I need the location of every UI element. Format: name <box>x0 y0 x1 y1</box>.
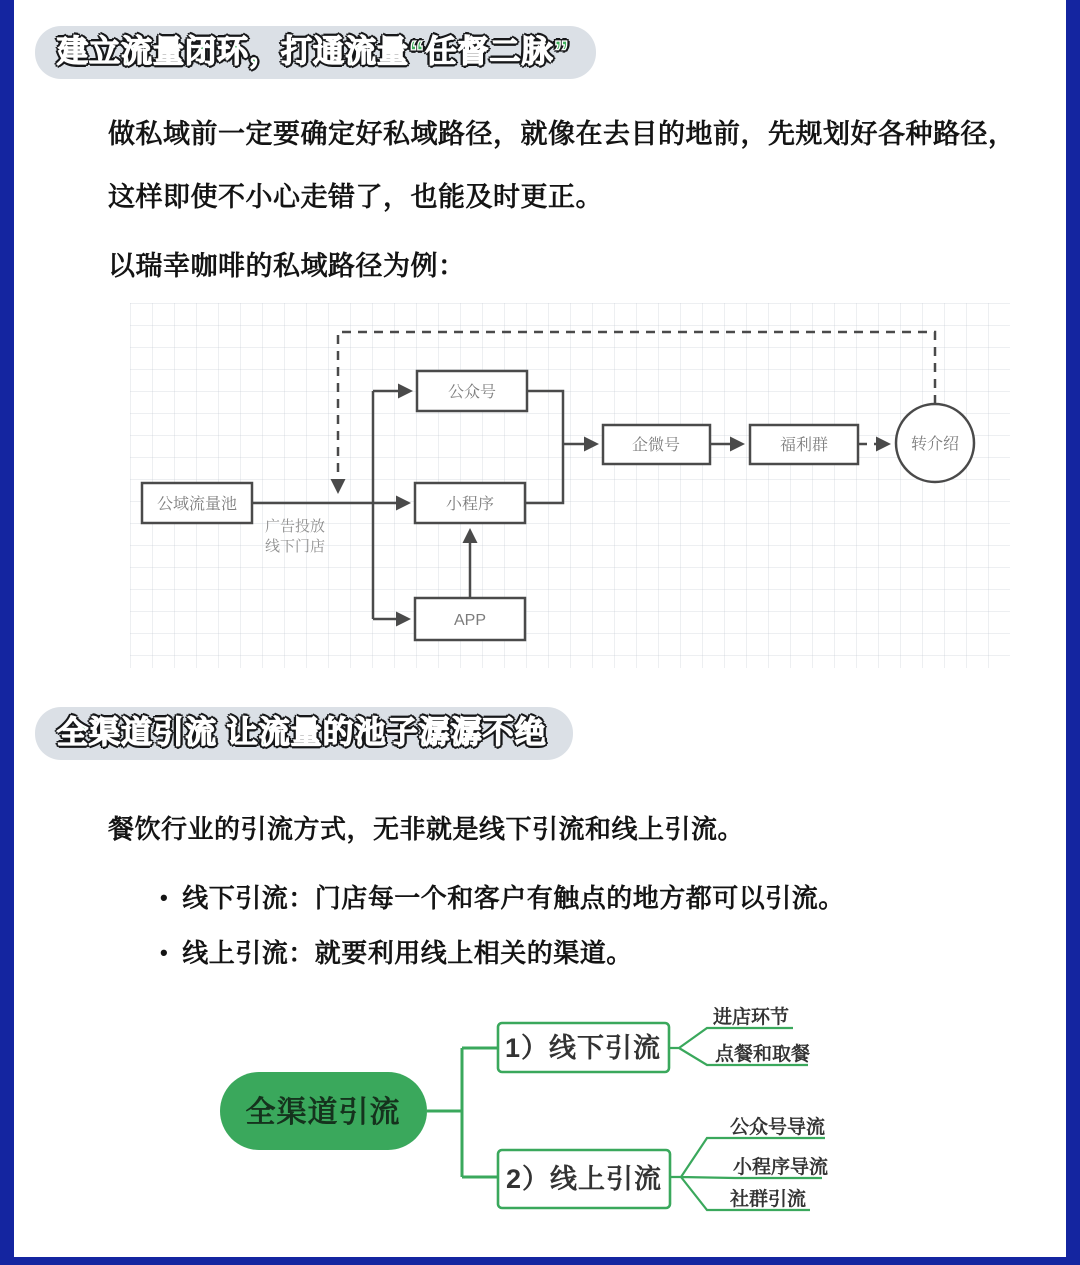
mindmap-branch1-label: 1）线下引流 <box>504 1033 662 1063</box>
private-domain-flowchart <box>130 303 1010 668</box>
mindmap-leaf-community: 社群引流 <box>730 1189 807 1210</box>
section2-heading: 全渠道引流 让流量的池子潺潺不绝 <box>57 715 547 750</box>
node-public-pool-label: 公域流量池 <box>156 496 238 513</box>
section2-paragraph: 餐饮行业的引流方式，无非就是线下引流和线上引流。 <box>108 814 745 844</box>
node-mini-program-label: 小程序 <box>445 496 495 513</box>
bullet-dot: • <box>160 885 169 910</box>
page-frame-left <box>0 0 14 1265</box>
node-app-label: APP <box>453 612 487 629</box>
section1-heading: 建立流量闭环，打通流量“任督二脉” <box>57 34 570 69</box>
omnichannel-mindmap <box>195 990 855 1225</box>
section1-paragraph: 做私域前一定要确定好私域路径，就像在去目的地前，先规划好各种路径，这样即使不小心走错了，也能及时更正。 <box>108 119 1016 212</box>
flowchart-canvas <box>130 303 1010 668</box>
page-frame-bottom <box>0 1257 1080 1265</box>
node-welfare-group-label: 福利群 <box>779 437 829 454</box>
flowchart-merge-lines <box>525 391 563 503</box>
edge-label-line2: 线下门店 <box>265 538 326 555</box>
section2-heading-pill <box>35 707 573 760</box>
mindmap-branch2-label: 2）线上引流 <box>505 1164 663 1194</box>
mindmap-root-label: 全渠道引流 <box>245 1096 401 1129</box>
bullet-dot: • <box>160 940 169 965</box>
node-wecom-label: 企微号 <box>631 437 681 454</box>
mindmap-canvas <box>195 990 855 1225</box>
bullet-online <box>160 934 633 972</box>
page-frame-right <box>1066 0 1080 1265</box>
mindmap-leaf-official-account: 公众号导流 <box>730 1117 826 1138</box>
mindmap-leaf-ordering: 点餐和取餐 <box>715 1044 811 1065</box>
mindmap-leaf-mini-program: 小程序导流 <box>733 1157 829 1178</box>
node-official-account-label: 公众号 <box>447 384 497 401</box>
section1-example-label: 以瑞幸咖啡的私域路径为例： <box>108 251 466 281</box>
mindmap-branch-connectors <box>427 1048 498 1177</box>
section1-heading-pill <box>35 26 596 79</box>
node-referral-label: 转介绍 <box>910 436 960 453</box>
bullet-offline <box>160 879 845 917</box>
bullet-offline-text: 线下引流：门店每一个和客户有触点的地方都可以引流。 <box>182 883 845 913</box>
edge-label-line1: 广告投放 <box>265 518 326 535</box>
mindmap-leaf-instore: 进店环节 <box>713 1007 790 1028</box>
bullet-online-text: 线上引流：就要利用线上相关的渠道。 <box>182 938 633 968</box>
